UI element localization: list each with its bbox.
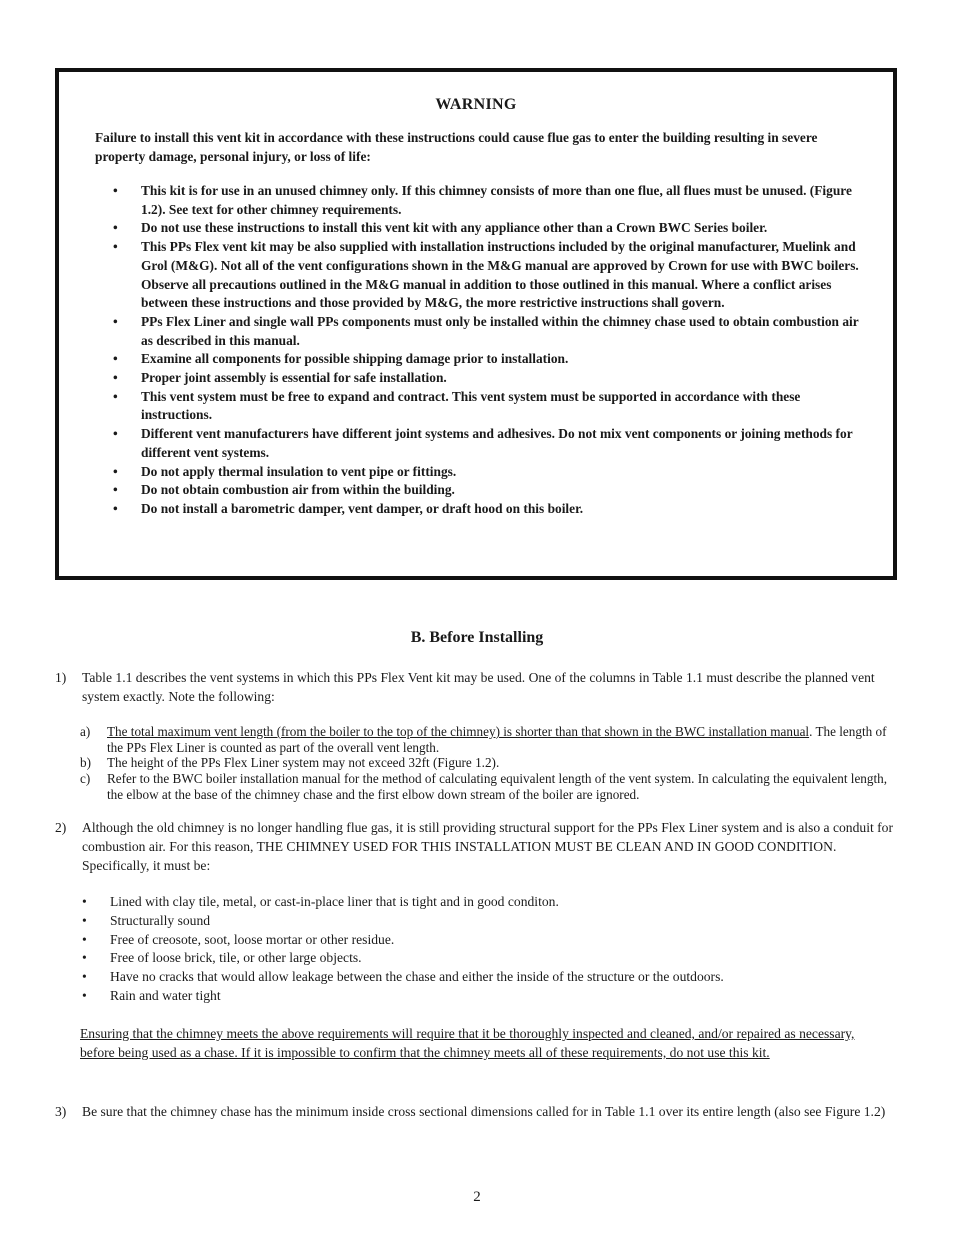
warning-item: • This vent system must be free to expand and contract. This vent system must be supported in accordance with these instructions. bbox=[111, 388, 873, 425]
underlined-text: The total maximum vent length (from the boiler to the top of the chimney) is shorter than that shown in the BWC installation manual bbox=[107, 724, 810, 739]
item-text: Be sure that the chimney chase has the minimum inside cross sectional dimensions called for in Table 1.1 over its entire length (also see Figure 1.2) bbox=[82, 1104, 886, 1119]
warning-intro: Failure to install this vent kit in accordance with these instructions could cause flue gas to enter the building resulting in severe property damage, personal injury, or loss of life: bbox=[95, 130, 818, 164]
warning-item: • Do not apply thermal insulation to vent pipe or fittings. bbox=[111, 463, 873, 482]
warning-item: • Different vent manufacturers have different joint systems and adhesives. Do not mix vent components or joining methods for different vent systems. bbox=[111, 425, 873, 462]
item-text: Table 1.1 describes the vent systems in which this PPs Flex Vent kit may be used. One of the columns in Table 1.1 must describe the planned vent system exactly. Note the following: bbox=[82, 670, 875, 704]
warning-item: • Do not use these instructions to install this vent kit with any appliance other than a Crown BWC Series boiler. bbox=[111, 219, 873, 238]
chimney-requirements-list bbox=[80, 893, 880, 1006]
sub-item-text: The height of the PPs Flex Liner system may not exceed 32ft (Figure 1.2). bbox=[107, 755, 500, 770]
sub-item-letter: c) bbox=[80, 771, 91, 786]
list-item: • Free of creosote, soot, loose mortar or other residue. bbox=[80, 931, 880, 950]
sub-item-a bbox=[80, 724, 895, 755]
item-text: Although the old chimney is no longer handling flue gas, it is still providing structural support for the PPs Flex Liner system and is also a conduit for combustion air. For this reason, THE CHIMNEY USED FOR THIS INSTALLATION MUST BE CLEAN AND IN GOOD CONDITION. Specifically, it must be: bbox=[82, 820, 893, 873]
sub-item-b bbox=[80, 755, 895, 771]
warning-item: • Do not install a barometric damper, vent damper, or draft hood on this boiler. bbox=[111, 500, 873, 519]
list-item: • Lined with clay tile, metal, or cast-in-place liner that is tight and in good conditon. bbox=[80, 893, 880, 912]
warning-box bbox=[55, 68, 897, 580]
warning-title: WARNING bbox=[435, 96, 517, 113]
warning-list bbox=[111, 182, 873, 519]
sub-item-letter: a) bbox=[80, 724, 91, 739]
sub-item-letter: b) bbox=[80, 755, 91, 770]
warning-item: • PPs Flex Liner and single wall PPs components must only be installed within the chimney chase used to obtain combustion air as described in this manual. bbox=[111, 313, 873, 350]
sub-item-text bbox=[107, 724, 895, 755]
item-number: 3) bbox=[55, 1104, 67, 1119]
list-item: • Free of loose brick, tile, or other large objects. bbox=[80, 949, 880, 968]
numbered-item-3 bbox=[55, 1103, 895, 1122]
numbered-item-1 bbox=[55, 669, 895, 707]
sub-item-rest: . The length of the PPs Flex Liner is counted as part of the overall vent length. bbox=[107, 724, 887, 755]
warning-item: • Examine all components for possible shipping damage prior to installation. bbox=[111, 350, 873, 369]
sub-item-text: Refer to the BWC boiler installation manual for the method of calculating equivalent length of the vent system. In calculating the equivalent length, the elbow at the base of the chimney chase and the first elbow down stream of the boiler are ignored. bbox=[107, 771, 888, 802]
warning-item: • Do not obtain combustion air from within the building. bbox=[111, 481, 873, 500]
item-number: 2) bbox=[55, 820, 67, 835]
list-item: • Have no cracks that would allow leakage between the chase and either the inside of the structure or the outdoors. bbox=[80, 968, 880, 987]
warning-item: • This PPs Flex vent kit may be also supplied with installation instructions included by the original manufacturer, Muelink and Grol (M&G). Not all of the vent configurations shown in the M&G manual are approved by Crown for use with BWC boilers. Observe all precautions outlined in the M&G manual in addition to those outlined in this manual. Where a conflict arises between these instructions and those provided by M&G, the more restrictive instructions shall govern. bbox=[111, 238, 873, 313]
warning-item: • Proper joint assembly is essential for safe installation. bbox=[111, 369, 873, 388]
item-number: 1) bbox=[55, 670, 67, 685]
list-item: • Structurally sound bbox=[80, 912, 880, 931]
inspection-note: Ensuring that the chimney meets the above requirements will require that it be thoroughly inspected and cleaned, and/or repaired as necessary, before being used as a chase. If it is impossible to confirm that the chimney meets all of these requirements, do not use this kit. bbox=[80, 1026, 855, 1060]
warning-item: • This kit is for use in an unused chimney only. If this chimney consists of more than one flue, all flues must be unused. (Figure 1.2). See text for other chimney requirements. bbox=[111, 182, 873, 219]
sub-item-c bbox=[80, 771, 895, 802]
numbered-item-2 bbox=[55, 819, 895, 875]
list-item: • Rain and water tight bbox=[80, 987, 880, 1006]
page-number: 2 bbox=[473, 1189, 481, 1205]
section-title: B. Before Installing bbox=[410, 629, 544, 646]
